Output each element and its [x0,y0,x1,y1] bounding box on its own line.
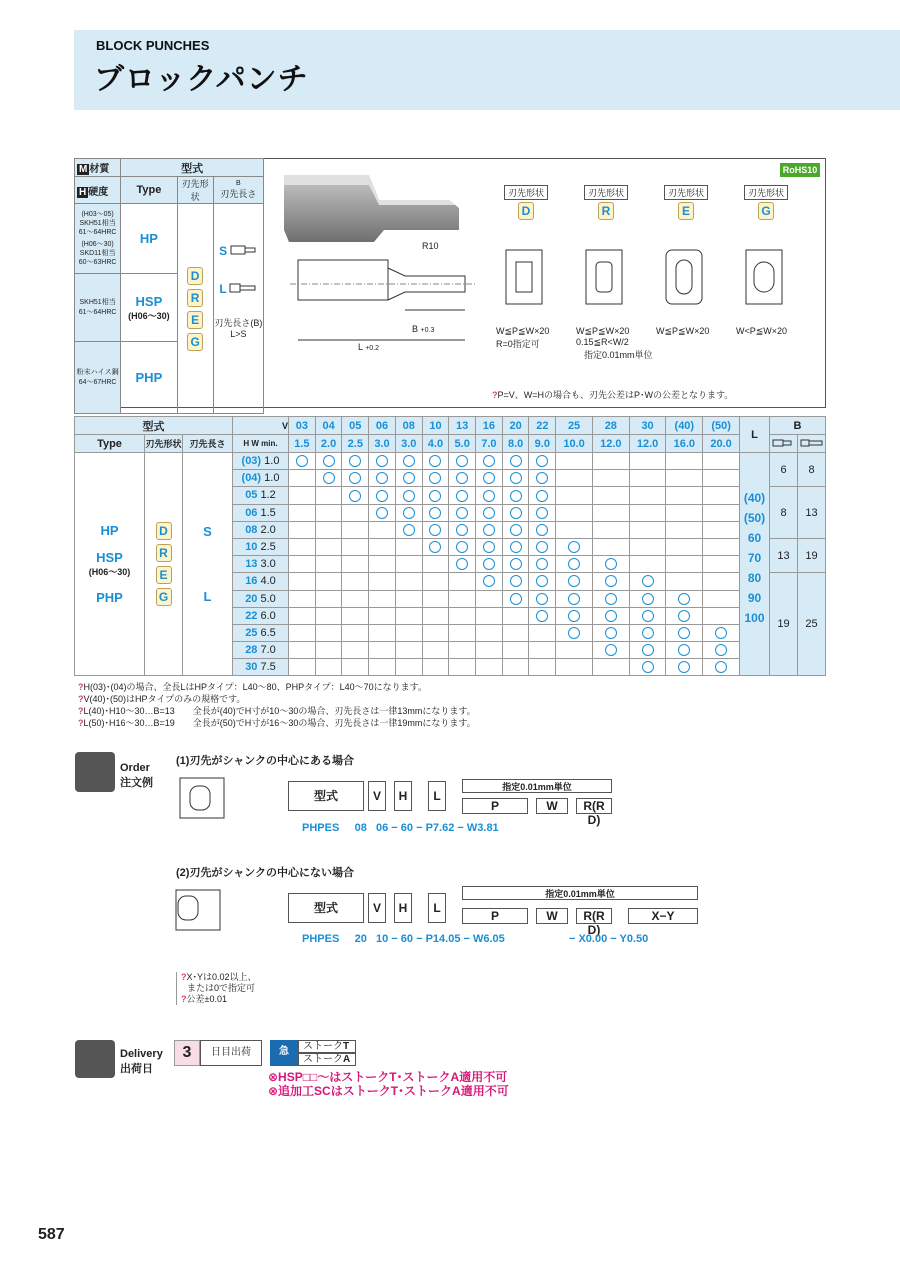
tip-r-shape [576,240,636,310]
size-table: 型式 V 03 04 05 06 08 10 13 16 20 22 25 28 30 (40) (50) L B Type 刃先形状 刃先長さ H W min. 1.5 2.0 2.5 3.0 3.0 4.0 5.0 7.0 8.0 9.0 10.0 12.0 12.0 16.0 20.0 HP HSP (H06～30) PHP D R E G S L (03) 1.0 (40) (50) 60 70 80 90 100 6 8 (04) 1.0 05 1.2 8 13 06 1.5 08 2.0 10 2.5 13 19 13 3.0 16 4.0 19 25 20 5.0 22 6.0 25 6.5 28 7.0 30 7.5 [74,416,826,676]
grid-type-hsp: HSP [96,550,123,566]
availability-mark [592,590,629,607]
availability-mark [629,624,666,641]
availability-mark [422,521,449,538]
table-row: 22 6.0 [75,607,826,624]
spec-type-label: 型式 [121,159,264,177]
availability-mark [666,590,703,607]
order-case2-title: (2)刃先がシャンクの中心にない場合 [176,867,355,879]
availability-mark [449,504,476,521]
availability-mark [502,556,529,573]
header-band [74,30,900,110]
availability-mark [369,504,396,521]
availability-mark [529,521,556,538]
availability-mark [529,590,556,607]
delivery-warning-2: ⊗追加工SCはストークT･ストークA適用不可 [268,1084,509,1098]
availability-mark [369,453,396,470]
availability-mark [556,607,593,624]
grid-type-php: PHP [96,590,123,606]
notes: ?H(03)･(04)の場合、全長LはHPタイプ：L40～80、PHPタイプ：L40～70になります。 ?V(40)･(50)はHPタイプのみの規格です。 ?L(40)･H10～30…B=13 全長が(40)でH寸が10～30の場合、刃先長さは一律13mmになります。 ?L(50)･H16～30…B=19 全長が(50)でH寸が16～30の場合、刃先長さは一律19mmになります。 [78,682,476,728]
availability-mark [502,453,529,470]
tip-d-shape [496,240,556,310]
type-php: PHP [121,342,177,414]
table-row: 10 2.5 13 19 [75,538,826,555]
side-view-drawing [270,240,490,360]
availability-mark [395,504,422,521]
availability-mark [422,470,449,487]
availability-mark [529,504,556,521]
availability-mark [629,642,666,659]
table-row: (04) 1.0 [75,470,826,487]
availability-mark [502,470,529,487]
availability-mark [395,487,422,504]
tip-g-shape [736,240,796,310]
availability-mark [449,470,476,487]
availability-mark [529,573,556,590]
availability-mark [529,470,556,487]
availability-mark [342,487,369,504]
delivery-days: 3 [174,1040,200,1066]
availability-mark [502,487,529,504]
tip-r-badge: R [598,202,614,220]
availability-mark [592,624,629,641]
availability-mark [703,642,740,659]
availability-mark [629,659,666,676]
table-row: HP HSP (H06～30) PHP D R E G S L (03) 1.0 (40) (50) 60 70 80 90 100 6 8 [75,453,826,470]
title-en: BLOCK PUNCHES [96,38,210,53]
availability-mark [476,538,503,555]
tip-footnote: ?P=V、W=Hの場合も、刃先公差はP･Wの公差となります。 [492,390,734,400]
delivery-warning-1: ⊗HSP□□～はストークT･ストークA適用不可 [268,1070,508,1084]
b-long-icon [800,439,824,447]
availability-mark [666,659,703,676]
product-image [274,170,464,250]
table-row: 08 2.0 [75,521,826,538]
table-row: 28 7.0 [75,642,826,659]
availability-mark [502,521,529,538]
spec-table: M 材質 型式 H 硬度 Type 刃先形状 B 刃先長さ (H03～05) SKH51相当 61～64HRC (H06～30) SKD11相当 60～63HRC HP D R E G S L 刃先長さ(B) L>S SKH51相当 61～64HRC HSP (H06～30) 粉末ハイス鋼 64～67HRC PHP [74,158,264,414]
delivery-icon [75,1040,115,1078]
availability-mark [666,607,703,624]
availability-mark [529,453,556,470]
order-xy-note: ?X･Yは0.02以上、 または0で指定可 ?公差±0.01 [176,972,257,1005]
availability-mark [556,624,593,641]
availability-mark [502,573,529,590]
availability-mark [529,607,556,624]
availability-mark [422,487,449,504]
availability-mark [476,556,503,573]
tip-d-badge: D [518,202,534,220]
order-case1-drawing [172,772,242,862]
availability-mark [629,607,666,624]
type-hp: HP [121,204,177,274]
availability-mark [422,453,449,470]
availability-mark [449,556,476,573]
long-blade-icon [229,283,257,293]
availability-mark [556,590,593,607]
availability-mark [476,487,503,504]
type-hsp: HSP [135,293,163,309]
availability-mark [422,504,449,521]
availability-mark [449,453,476,470]
availability-mark [529,538,556,555]
availability-mark [476,521,503,538]
availability-mark [592,642,629,659]
table-row: 25 6.5 [75,624,826,641]
availability-mark [529,556,556,573]
availability-mark [315,453,342,470]
table-row: 16 4.0 19 25 [75,573,826,590]
availability-mark [592,556,629,573]
tip-e-badge: E [678,202,694,220]
tip-e-shape [656,240,716,310]
page-number: 587 [38,1226,65,1243]
availability-mark [502,590,529,607]
table-row: 13 3.0 [75,556,826,573]
order-case1-title: (1)刃先がシャンクの中心にある場合 [176,755,355,767]
availability-mark [556,556,593,573]
short-blade-icon [230,245,258,255]
order-case2-drawing [158,886,238,966]
availability-mark [629,573,666,590]
tip-g-badge: G [758,202,774,220]
availability-mark [629,590,666,607]
availability-mark [449,538,476,555]
tip-shapes: 刃先形状 D W≦P≦W×20 R=0指定可 刃先形状 R W≦P≦W×20 0.15≦R<W/2 指定0.01mm単位 刃先形状 E W≦P≦W×20 刃先形状 G W<P≦W×20 [490,185,825,375]
order-example2: PHPES 20 10 − 60 − P14.05 − W6.05 − X0.00 − Y0.50 [302,933,649,945]
availability-mark [703,624,740,641]
grid-type-hp: HP [100,523,119,539]
availability-mark [315,470,342,487]
table-row: 30 7.5 [75,659,826,676]
title-jp: ブロックパンチ [94,63,309,96]
availability-mark [369,487,396,504]
table-row: 20 5.0 [75,590,826,607]
availability-mark [342,453,369,470]
availability-mark [422,538,449,555]
availability-mark [476,504,503,521]
availability-mark [529,487,556,504]
availability-mark [502,538,529,555]
availability-mark [476,453,503,470]
availability-mark [289,453,316,470]
availability-mark [703,659,740,676]
table-row: 05 1.2 8 13 [75,487,826,504]
table-row: 06 1.5 [75,504,826,521]
availability-mark [556,538,593,555]
availability-mark [369,470,396,487]
availability-mark [476,573,503,590]
availability-mark [592,607,629,624]
rohs-badge: RoHS10 [780,163,820,177]
availability-mark [666,624,703,641]
order-example1: PHPES 08 06 − 60 − P7.62 − W3.81 [302,822,499,834]
availability-mark [395,470,422,487]
availability-mark [476,470,503,487]
availability-mark [556,573,593,590]
availability-mark [449,487,476,504]
availability-mark [395,521,422,538]
shape-badges: D R E G [177,204,213,414]
availability-mark [592,573,629,590]
b-short-icon [772,439,796,447]
availability-mark [395,453,422,470]
availability-mark [666,642,703,659]
order-icon [75,752,115,792]
availability-mark [449,521,476,538]
availability-mark [502,504,529,521]
availability-mark [342,470,369,487]
